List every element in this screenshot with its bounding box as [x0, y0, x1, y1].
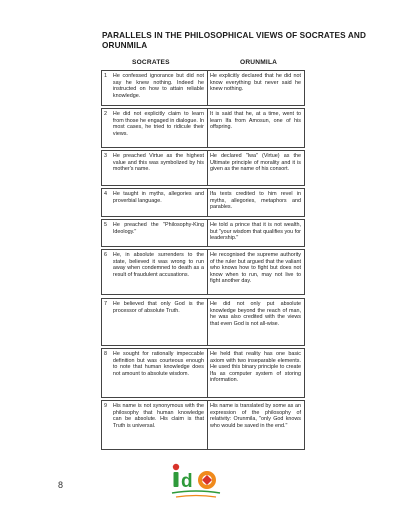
table-row — [101, 249, 305, 295]
table-row — [101, 298, 305, 346]
page-title: PARALLELS IN THE PHILOSOPHICAL VIEWS OF SOCRATES AND ORUNMILA — [102, 31, 367, 50]
logo-wordmark: d — [181, 471, 193, 492]
table-row — [101, 150, 305, 186]
logo-stem — [174, 472, 179, 487]
table-row — [101, 188, 305, 217]
socrates-cell: His name is not synonymous with the philosophy that human knowledge can be absolute. His claim is that Truth is universal. — [111, 401, 208, 449]
row-number: 4 — [104, 191, 107, 197]
table-row — [101, 219, 305, 247]
orunmila-cell: His name is translated by some as an expression of the philosophy of relativity: Orunmila, "only God knows who would be saved in the end." — [209, 403, 301, 429]
logo-swoosh-accent — [176, 496, 216, 498]
table-row — [101, 400, 305, 450]
row-number: 1 — [104, 73, 107, 79]
row-number: 7 — [104, 301, 107, 307]
socrates-cell: He, in absolute surrenders to the state, believed it was wrong to run away when condemned to death as a result of fraudulent accusations. — [111, 250, 208, 294]
column-header-socrates: SOCRATES — [132, 59, 170, 66]
logo-swoosh — [172, 491, 220, 493]
table-row — [101, 108, 305, 148]
ido-logo — [170, 461, 222, 503]
table-row — [101, 348, 305, 398]
orunmila-cell: He recognised the supreme authority of the ruler but argued that the valiant who knows how to fight but does not know when to run, may not live to fight another day. — [209, 252, 301, 284]
socrates-cell: He confessed ignorance but did not say he knew nothing. Indeed he instructed on how to attain reliable knowledge. — [111, 71, 208, 105]
orunmila-cell: He did not only put absolute knowledge beyond the reach of man, he was also credited with the views that even God is not all-wise. — [209, 301, 301, 327]
column-header-orunmila: ORUNMILA — [240, 59, 278, 66]
logo-dot — [173, 464, 179, 470]
socrates-cell: He sought for rationally impeccable definition but was courteous enough to note that human knowledge does not amount to absolute wisdom. — [111, 349, 208, 397]
row-number: 5 — [104, 222, 107, 228]
page-number: 8 — [58, 480, 64, 490]
row-number: 2 — [104, 111, 107, 117]
orunmila-cell: He held that reality has one basic axiom with two inseparable elements. He used this binary principle to create Ifa as computer system of storing information. — [209, 351, 301, 383]
socrates-cell: He believed that only God is the processor of absolute Truth. — [111, 299, 208, 345]
socrates-cell: He preached Virtue as the highest value and this was symbolized by his mother's name. — [111, 151, 208, 185]
socrates-cell: He preached the "Philosophy-King Ideology." — [111, 220, 208, 246]
orunmila-cell: He told a prince that it is not wealth, but "your wisdom that qualifies you for leadership." — [209, 222, 301, 241]
row-number: 3 — [104, 153, 107, 159]
socrates-cell: He did not explicitly claim to learn from those he engaged in dialogue. In most cases, he tried to ridicule their views. — [111, 109, 208, 147]
orunmila-cell: Ifa texts credited to him revel in myths, allegories, metaphors and parables. — [209, 191, 301, 210]
orunmila-cell: He declared "Iwa" (Virtue) as the Ultimate principle of morality and it is given as the name of his consort. — [209, 153, 301, 172]
row-number: 6 — [104, 252, 107, 258]
socrates-cell: He taught in myths, allegories and proverbial language. — [111, 189, 208, 216]
orunmila-cell: It is said that he, at a time, went to learn Ifa from Amosun, one of his offspring. — [209, 111, 301, 130]
row-number: 8 — [104, 351, 107, 357]
table-row — [101, 70, 305, 106]
orunmila-cell: He explicitly declared that he did not know everything but never said he knew nothing. — [209, 73, 301, 92]
logo-emblem — [202, 475, 212, 485]
row-number: 9 — [104, 403, 107, 409]
